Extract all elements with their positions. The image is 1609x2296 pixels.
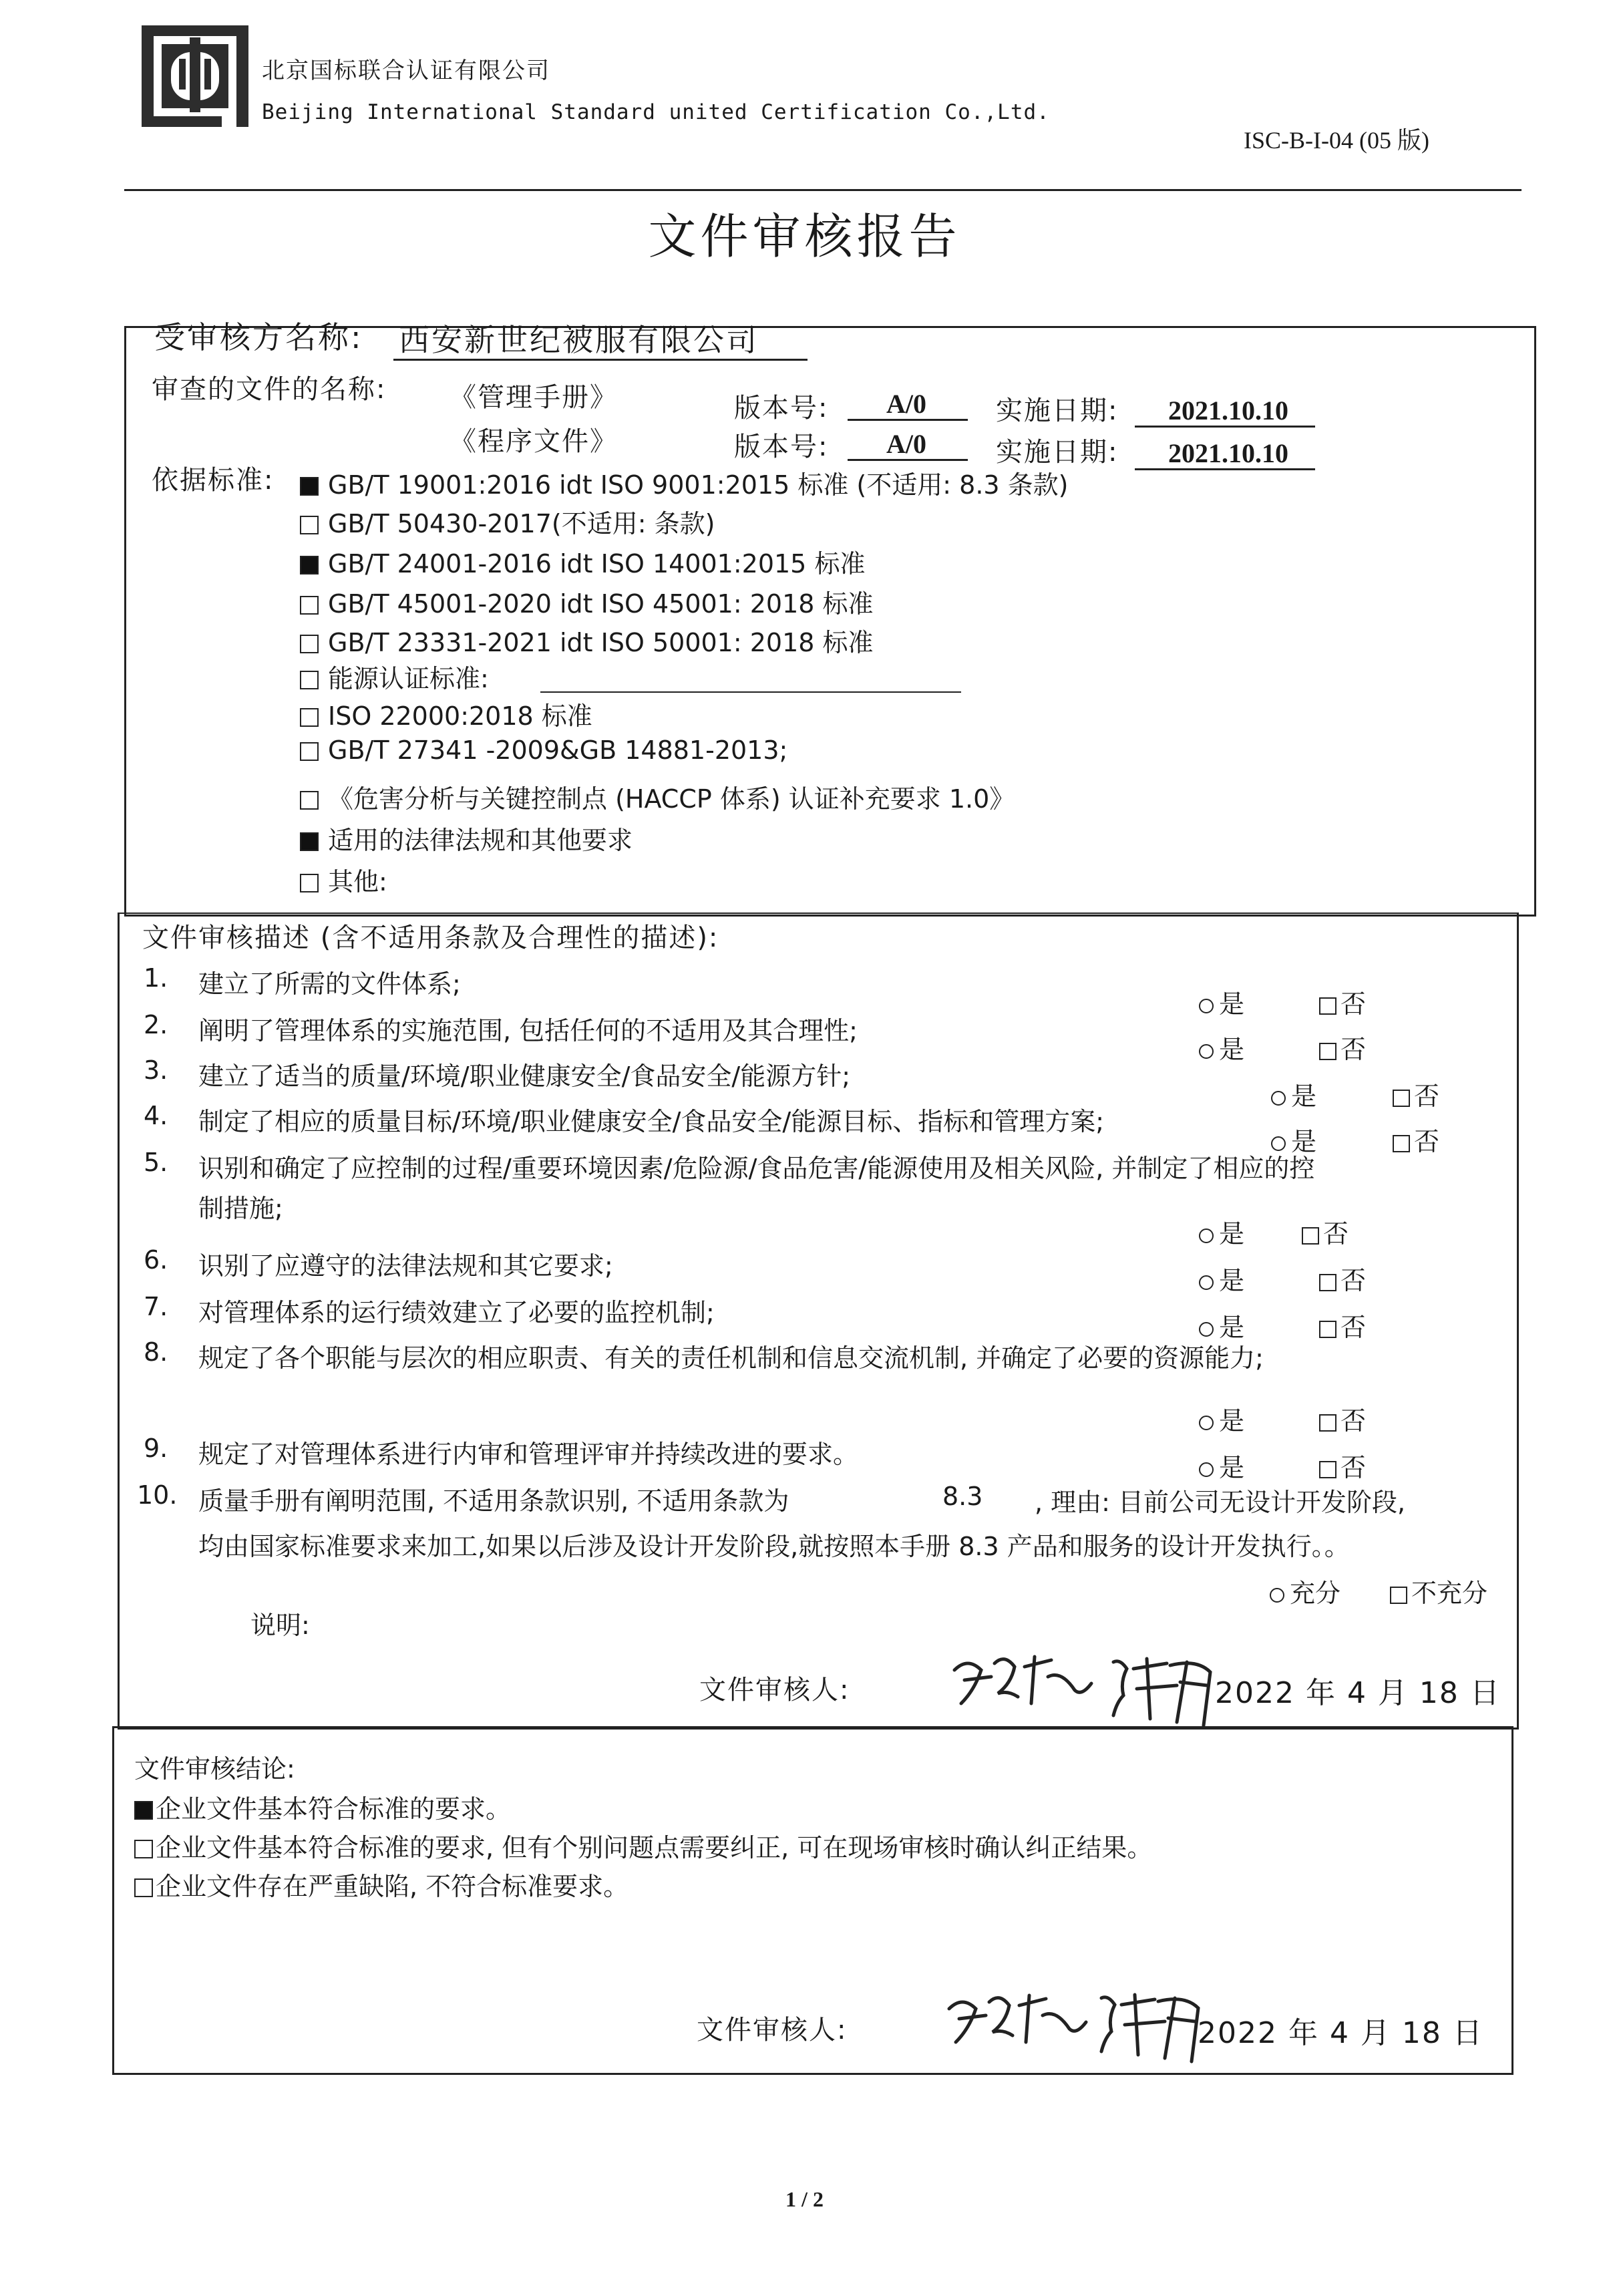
item-number: 8. — [144, 1337, 168, 1367]
standard-item[interactable]: 适用的法律法规和其他要求 — [300, 820, 633, 856]
checkbox-empty-icon[interactable] — [1319, 997, 1336, 1015]
page-title: 文件审核报告 — [648, 208, 961, 265]
checkbox-empty-icon[interactable] — [1390, 1587, 1407, 1604]
item10-text-line2: 均由国家标准要求来加工,如果以后涉及设计开发阶段,就按照本手册 8.3 产品和服务的设计开发执行。。 — [198, 1532, 1350, 1561]
document-name: 《管理手册》 — [450, 382, 618, 413]
item10-text-part2: , 理由: 目前公司无设计开发阶段, — [1035, 1488, 1406, 1517]
standard-item[interactable]: GB/T 19001:2016 idt ISO 9001:2015 标准 (不适用: 8.3 条款) — [300, 464, 1068, 501]
document-name: 《程序文件》 — [450, 426, 618, 457]
standard-item[interactable]: GB/T 45001-2020 idt ISO 45001: 2018 标准 — [300, 583, 874, 620]
reviewer-signature-1 — [948, 1643, 1095, 1719]
checkbox-empty-icon[interactable] — [300, 635, 319, 653]
conclusion-option[interactable]: 企业文件存在严重缺陷, 不符合标准要求。 — [134, 1866, 629, 1903]
radio-yes-icon[interactable] — [1199, 1462, 1214, 1477]
item-number: 6. — [144, 1245, 168, 1275]
documents-label: 审查的文件的名称: — [152, 374, 387, 405]
no-option[interactable]: 否 — [1319, 1260, 1366, 1297]
checkbox-empty-icon[interactable] — [300, 516, 319, 534]
checkbox-empty-icon[interactable] — [300, 596, 319, 615]
company-name-en: Beijing International Standard united Certification Co.,Ltd. — [262, 100, 1050, 124]
checkbox-empty-icon[interactable] — [1319, 1461, 1336, 1478]
description-heading: 文件审核描述 (含不适用条款及合理性的描述): — [142, 923, 719, 953]
checkbox-empty-icon[interactable] — [134, 1878, 153, 1897]
checkbox-empty-icon[interactable] — [300, 671, 319, 689]
item-number: 2. — [144, 1010, 168, 1039]
checkbox-empty-icon[interactable] — [1393, 1090, 1410, 1107]
date-label: 实施日期: — [996, 395, 1119, 426]
note-label: 说明: — [250, 1611, 310, 1640]
sufficient-option[interactable]: 充分 — [1270, 1573, 1340, 1609]
version-underline — [848, 459, 968, 461]
standard-item[interactable]: GB/T 27341 -2009&GB 14881-2013; — [300, 735, 787, 765]
header-divider — [124, 189, 1522, 191]
checkbox-checked-icon[interactable] — [300, 556, 319, 575]
checkbox-empty-icon[interactable] — [1319, 1414, 1336, 1432]
reviewer-signature-2 — [1095, 1985, 1215, 2068]
conclusion-date: 2022 年 4 月 18 日 — [1198, 2016, 1483, 2050]
auditee-label: 受审核方名称: — [154, 319, 363, 355]
yes-option[interactable]: 是 — [1199, 1447, 1244, 1484]
no-option[interactable]: 否 — [1319, 1447, 1366, 1484]
item-number: 1. — [144, 963, 168, 993]
yes-option[interactable]: 是 — [1199, 1307, 1244, 1343]
reviewer-label: 文件审核人: — [697, 2015, 848, 2045]
insufficient-option[interactable]: 不充分 — [1390, 1573, 1487, 1609]
item-text: 对管理体系的运行绩效建立了必要的监控机制; — [198, 1298, 715, 1327]
item-number: 3. — [144, 1055, 168, 1085]
item-text: 建立了适当的质量/环境/职业健康安全/食品安全/能源方针; — [198, 1061, 851, 1091]
date-label: 实施日期: — [996, 437, 1119, 468]
standard-item[interactable]: 《危害分析与关键控制点 (HACCP 体系) 认证补充要求 1.0》 — [300, 778, 1015, 815]
yes-option[interactable]: 是 — [1199, 1213, 1244, 1250]
item10-text-part1: 质量手册有阐明范围, 不适用条款识别, 不适用条款为 — [198, 1486, 789, 1516]
yes-option[interactable]: 是 — [1271, 1121, 1316, 1158]
no-option[interactable]: 否 — [1319, 1307, 1366, 1343]
radio-yes-icon[interactable] — [1271, 1091, 1286, 1106]
version-label: 版本号: — [734, 393, 829, 424]
review-conclusion-section — [112, 1726, 1513, 2075]
review-description-section — [118, 913, 1519, 1730]
standard-item[interactable]: GB/T 50430-2017(不适用: 条款) — [300, 503, 715, 540]
auditee-info-section — [124, 319, 1536, 917]
item-number: 4. — [144, 1101, 168, 1130]
no-option[interactable]: 否 — [1319, 983, 1366, 1020]
document-version: A/0 — [886, 389, 926, 419]
document-date: 2021.10.10 — [1168, 395, 1288, 426]
non-applicable-clause: 8.3 — [942, 1482, 983, 1511]
yes-option[interactable]: 是 — [1271, 1076, 1316, 1112]
yes-option[interactable]: 是 — [1199, 1029, 1244, 1065]
checkbox-empty-icon[interactable] — [134, 1840, 153, 1858]
yes-option[interactable]: 是 — [1199, 1400, 1244, 1437]
checkbox-empty-icon[interactable] — [1302, 1227, 1319, 1245]
item-text: 规定了对管理体系进行内审和管理评审并持续改进的要求。 — [198, 1440, 859, 1469]
radio-yes-icon[interactable] — [1199, 1416, 1214, 1430]
checkbox-empty-icon[interactable] — [1393, 1135, 1410, 1152]
item-text: 制定了相应的质量目标/环境/职业健康安全/食品安全/能源目标、指标和管理方案; — [198, 1107, 1105, 1136]
conclusion-option[interactable]: 企业文件基本符合标准的要求。 — [134, 1788, 511, 1825]
auditee-underline — [393, 359, 808, 361]
radio-yes-icon[interactable] — [1270, 1588, 1284, 1603]
reviewer-signature-1 — [942, 1982, 1089, 2058]
energy-standard-underline — [540, 691, 961, 693]
item-number: 10. — [137, 1480, 178, 1510]
checkbox-checked-icon[interactable] — [300, 832, 319, 851]
document-number: ISC-B-I-04 (05 版) — [1244, 127, 1429, 154]
standard-item[interactable]: GB/T 24001-2016 idt ISO 14001:2015 标准 — [300, 543, 865, 580]
item-text: 阐明了管理体系的实施范围, 包括任何的不适用及其合理性; — [198, 1016, 858, 1045]
standards-label: 依据标准: — [152, 465, 275, 496]
version-underline — [848, 419, 968, 421]
review-date: 2022 年 4 月 18 日 — [1215, 1676, 1501, 1710]
radio-yes-icon[interactable] — [1199, 1322, 1214, 1337]
standard-item[interactable]: GB/T 23331-2021 idt ISO 50001: 2018 标准 — [300, 622, 874, 659]
reviewer-signature-2 — [1107, 1649, 1227, 1732]
checkbox-empty-icon[interactable] — [1319, 1321, 1336, 1338]
checkbox-checked-icon[interactable] — [300, 477, 319, 496]
company-logo-icon — [142, 25, 248, 127]
item-text-continued: 制措施; — [198, 1194, 283, 1223]
radio-yes-icon[interactable] — [1199, 1275, 1214, 1290]
date-underline — [1135, 468, 1315, 470]
checkbox-empty-icon[interactable] — [300, 874, 319, 892]
item-number: 9. — [144, 1434, 168, 1463]
radio-yes-icon[interactable] — [1199, 1044, 1214, 1059]
radio-yes-icon[interactable] — [1199, 999, 1214, 1013]
checkbox-empty-icon[interactable] — [300, 742, 319, 761]
item-number: 5. — [144, 1148, 168, 1177]
yes-option[interactable]: 是 — [1199, 1260, 1244, 1297]
item-text: 建立了所需的文件体系; — [198, 969, 461, 999]
version-label: 版本号: — [734, 432, 829, 462]
page-number: 1 / 2 — [785, 2187, 824, 2211]
standard-item[interactable]: 能源认证标准: — [300, 658, 489, 695]
checkbox-empty-icon[interactable] — [1319, 1043, 1336, 1060]
checkbox-empty-icon[interactable] — [1319, 1274, 1336, 1291]
checkbox-empty-icon[interactable] — [300, 791, 319, 810]
yes-option[interactable]: 是 — [1199, 983, 1244, 1020]
checkbox-checked-icon[interactable] — [134, 1801, 153, 1820]
item-text: 规定了各个职能与层次的相应职责、有关的责任机制和信息交流机制, 并确定了必要的资源能力; — [198, 1343, 1264, 1373]
document-version: A/0 — [886, 429, 926, 459]
no-option[interactable]: 否 — [1319, 1400, 1366, 1437]
radio-yes-icon[interactable] — [1199, 1228, 1214, 1243]
no-option[interactable]: 否 — [1319, 1029, 1366, 1065]
date-underline — [1135, 426, 1315, 428]
conclusion-option[interactable]: 企业文件基本符合标准的要求, 但有个别问题点需要纠正, 可在现场审核时确认纠正结果。 — [134, 1827, 1152, 1864]
conclusion-heading: 文件审核结论: — [134, 1754, 295, 1784]
reviewer-label: 文件审核人: — [699, 1675, 850, 1705]
standard-item[interactable]: ISO 22000:2018 标准 — [300, 695, 592, 732]
no-option[interactable]: 否 — [1302, 1213, 1349, 1250]
standard-item[interactable]: 其他: — [300, 861, 387, 898]
document-date: 2021.10.10 — [1168, 438, 1288, 468]
no-option[interactable]: 否 — [1393, 1121, 1439, 1158]
auditee-name: 西安新世纪被服有限公司 — [399, 322, 759, 358]
item-text: 识别和确定了应控制的过程/重要环境因素/危险源/食品危害/能源使用及相关风险, 并制定了相应的控 — [198, 1154, 1315, 1183]
item-text: 识别了应遵守的法律法规和其它要求; — [198, 1251, 613, 1281]
item-number: 7. — [144, 1292, 168, 1321]
no-option[interactable]: 否 — [1393, 1076, 1439, 1112]
checkbox-empty-icon[interactable] — [300, 708, 319, 727]
company-name-cn: 北京国标联合认证有限公司 — [262, 57, 550, 84]
